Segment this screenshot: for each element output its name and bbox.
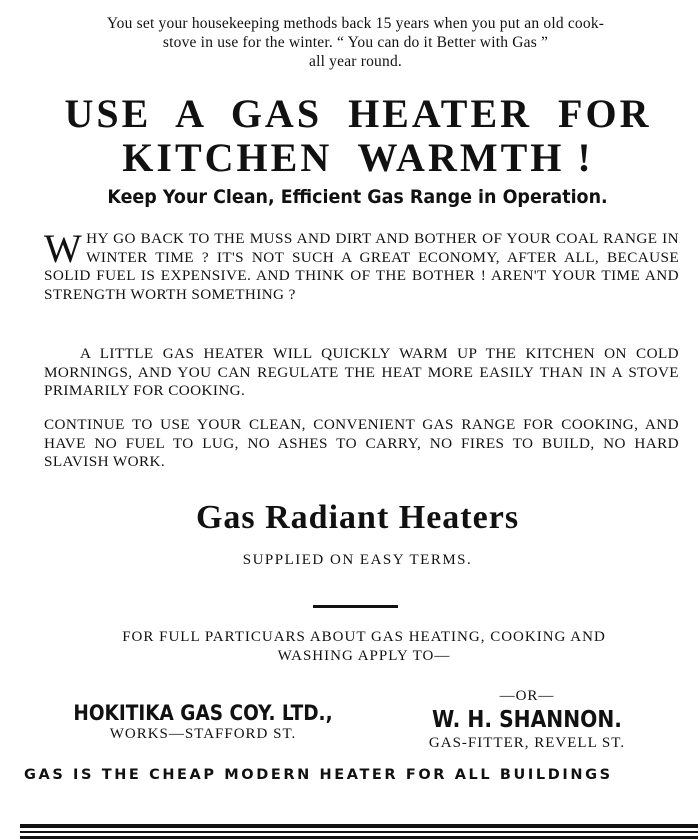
gas-fitter-address: GAS-FITTER, REVELL ST. [428, 735, 626, 751]
product-name: Gas Radiant Heaters [195, 499, 520, 536]
gas-fitter-block [392, 688, 662, 752]
intro-line-2: stove in use for the winter. “ You can do it Better with Gas ” [162, 34, 549, 51]
paragraph-1-text: HY GO BACK TO THE MUSS AND DIRT AND BOTHER OF YOUR COAL RANGE IN WINTER TIME ? IT'S NOT SUCH A GREAT ECONOMY, AFTER ALL, BECAUSE SOLID FUEL IS EXPENSIVE. AND THINK OF THE BOTHER ! AREN'T YOUR TIME AND STRENGTH WORTH SOMETHING ? [44, 230, 679, 303]
divider-rule [313, 605, 398, 608]
footer-slogan: GAS IS THE CHEAP MODERN HEATER FOR ALL BUILDINGS [24, 767, 613, 783]
drop-cap: W [44, 226, 83, 271]
company-address: WORKS—STAFFORD ST. [109, 726, 297, 742]
headline-line-2: KITCHEN WARMTH ! [122, 135, 594, 180]
paragraph-why-go-back [44, 226, 679, 304]
or-label: —OR— [499, 688, 555, 704]
paragraph-continue-to-use: CONTINUE TO USE YOUR CLEAN, CONVENIENT GAS RANGE FOR COOKING, AND HAVE NO FUEL TO LUG, NO ASHES TO CARRY, NO FIRES TO BUILD, NO HARD SLAVISH WORK. [44, 416, 679, 470]
bottom-rule-lower [20, 836, 698, 839]
bottom-rule-thick [20, 824, 698, 828]
product-terms: SUPPLIED ON EASY TERMS. [242, 552, 473, 568]
intro-line-3: all year round. [309, 53, 402, 70]
apply-to-text [44, 628, 684, 666]
headline [22, 92, 694, 180]
intro-line-1: You set your housekeeping methods back 15 years when you put an old cook- [106, 15, 605, 32]
company-block [38, 700, 368, 743]
apply-line-2: WASHING APPLY TO— [277, 648, 451, 664]
subheading: Keep Your Clean, Efficient Gas Range in Operation. [107, 186, 608, 208]
gas-fitter-name: W. H. SHANNON. [432, 707, 622, 733]
intro-text [18, 14, 693, 71]
bottom-rule-thin [20, 831, 698, 833]
paragraph-little-gas-heater: A LITTLE GAS HEATER WILL QUICKLY WARM UP THE KITCHEN ON COLD MORNINGS, AND YOU CAN REGULATE THE HEAT MORE EASILY THAN IN A STOVE PRIMARILY FOR COOKING. [44, 345, 679, 399]
headline-line-1: USE A GAS HEATER FOR [64, 91, 652, 136]
company-name: HOKITIKA GAS COY. LTD., [73, 701, 333, 725]
apply-line-1: FOR FULL PARTICUARS ABOUT GAS HEATING, COOKING AND [122, 629, 606, 645]
